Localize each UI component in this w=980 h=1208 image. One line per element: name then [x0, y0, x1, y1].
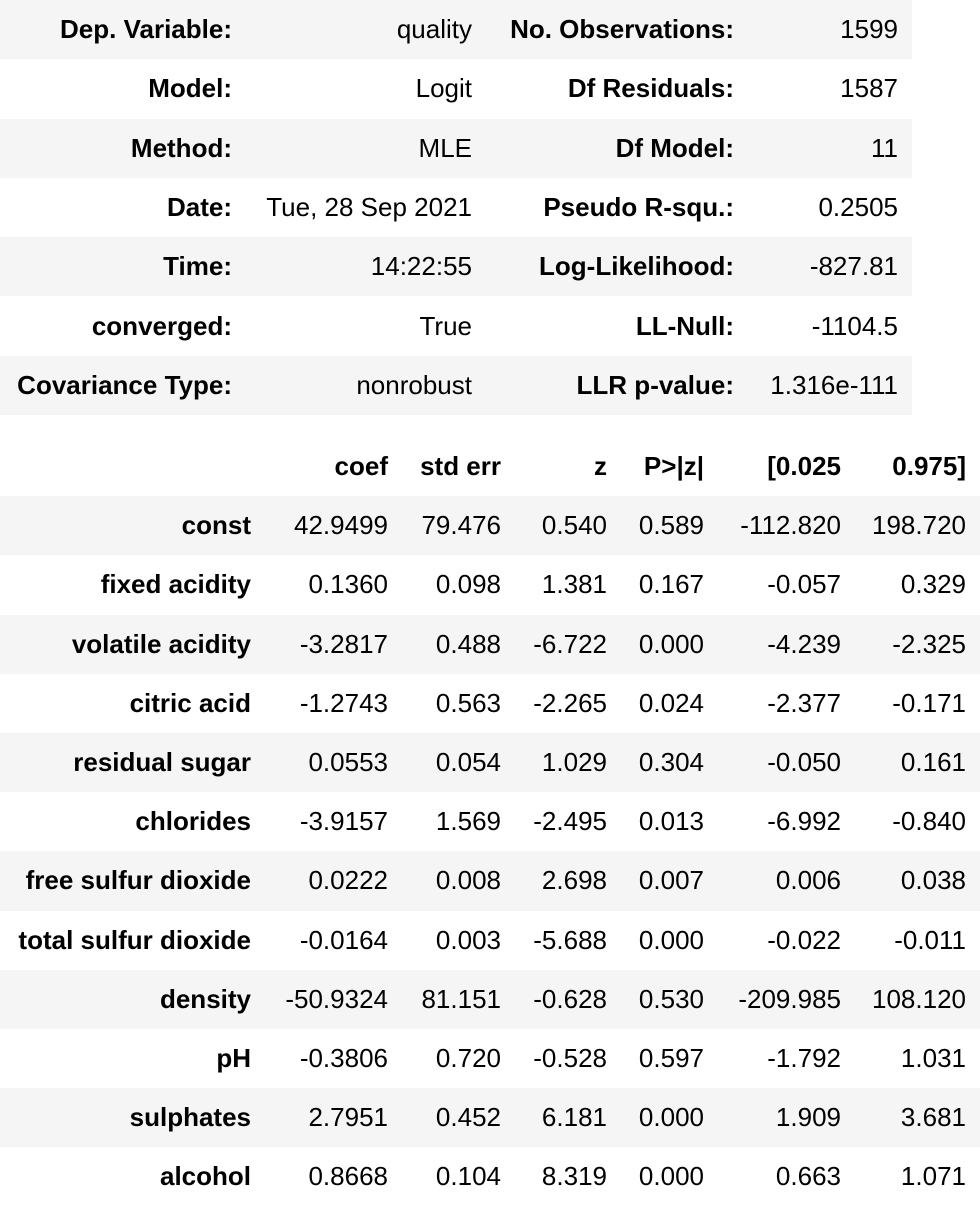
variable-name: citric acid: [129, 687, 251, 718]
coef-value: -3.2817: [264, 615, 400, 674]
table-row: [0, 970, 980, 1029]
coefficient-header-row: [0, 437, 980, 496]
table-row: [0, 1147, 980, 1206]
ci-lower-value: -0.050: [716, 733, 853, 792]
p-value: 0.597: [638, 1042, 704, 1073]
p-value: 0.589: [619, 496, 716, 555]
summary-label: Df Residuals:: [567, 73, 734, 104]
z-value: 0.540: [513, 496, 619, 555]
table-row: [0, 555, 980, 614]
std-err-value: 81.151: [400, 970, 513, 1029]
std-err-value: 0.003: [435, 924, 501, 955]
summary-label: Pseudo R-squ.:: [543, 192, 734, 223]
table-row: [0, 733, 980, 792]
table-row: [0, 615, 980, 674]
summary-value: -827.81: [748, 237, 912, 296]
summary-value: quality: [246, 0, 486, 59]
column-header-std-err: std err: [420, 451, 501, 482]
summary-value: 14:22:55: [246, 237, 486, 296]
variable-name: chlorides: [135, 806, 251, 837]
summary-label: Covariance Type:: [0, 356, 246, 415]
ci-upper-value: 1.071: [900, 1161, 966, 1192]
std-err-value: 0.563: [435, 687, 501, 718]
variable-name: density: [0, 970, 264, 1029]
z-value: 1.381: [541, 569, 607, 600]
ci-upper-value: 1.031: [900, 1042, 966, 1073]
ci-upper-value: 0.161: [853, 733, 980, 792]
z-value: 2.698: [513, 851, 619, 910]
table-row: [0, 496, 980, 555]
coef-value: 0.1360: [308, 569, 388, 600]
summary-row: [0, 356, 912, 415]
p-value: 0.530: [619, 970, 716, 1029]
variable-name: total sulfur dioxide: [18, 924, 251, 955]
ci-upper-value: 0.329: [900, 569, 966, 600]
ci-upper-value: -0.840: [892, 806, 966, 837]
summary-row: [0, 296, 912, 355]
ci-upper-value: -2.325: [853, 615, 980, 674]
coef-value: -1.2743: [299, 687, 388, 718]
std-err-value: 0.720: [435, 1042, 501, 1073]
p-value: 0.000: [638, 1161, 704, 1192]
variable-name: residual sugar: [0, 733, 264, 792]
summary-value: -1104.5: [811, 310, 898, 341]
p-value: 0.167: [638, 569, 704, 600]
summary-value: MLE: [246, 119, 486, 178]
coef-value: 0.0553: [264, 733, 400, 792]
summary-label: Time:: [0, 237, 246, 296]
ci-upper-value: 0.038: [853, 851, 980, 910]
p-value: 0.000: [619, 615, 716, 674]
summary-value: 1.316e-111: [748, 356, 912, 415]
coef-value: 42.9499: [264, 496, 400, 555]
table-row: [0, 851, 980, 910]
ci-upper-value: -0.171: [892, 687, 966, 718]
std-err-value: 79.476: [400, 496, 513, 555]
coef-value: -50.9324: [264, 970, 400, 1029]
summary-label: Method:: [0, 119, 246, 178]
summary-value: True: [419, 310, 472, 341]
ci-lower-value: -112.820: [716, 496, 853, 555]
summary-value: 1599: [748, 0, 912, 59]
column-header-ci-lower: [0.025: [767, 451, 841, 482]
summary-label: Log-Likelihood:: [486, 237, 748, 296]
summary-value: nonrobust: [246, 356, 486, 415]
ci-upper-value: -0.011: [894, 924, 966, 955]
variable-name: fixed acidity: [100, 569, 251, 600]
ci-lower-value: -4.239: [716, 615, 853, 674]
z-value: 8.319: [541, 1161, 607, 1192]
table-row: [0, 911, 980, 970]
coef-value: -0.3806: [299, 1042, 388, 1073]
summary-label: Model:: [148, 73, 232, 104]
coef-value: 0.8668: [308, 1161, 388, 1192]
z-value: -2.495: [533, 806, 607, 837]
summary-label: No. Observations:: [486, 0, 748, 59]
p-value: 0.007: [619, 851, 716, 910]
summary-label: converged:: [91, 310, 232, 341]
coef-value: 0.0222: [264, 851, 400, 910]
z-value: -0.628: [513, 970, 619, 1029]
z-value: -0.528: [533, 1042, 607, 1073]
summary-value: 0.2505: [818, 192, 898, 223]
p-value: 0.013: [638, 806, 704, 837]
std-err-value: 1.569: [435, 806, 501, 837]
z-value: 6.181: [513, 1088, 619, 1147]
column-header-z: z: [594, 451, 607, 482]
ci-lower-value: 0.663: [775, 1161, 841, 1192]
std-err-value: 0.104: [435, 1161, 501, 1192]
table-row: [0, 1029, 980, 1088]
summary-value: Logit: [415, 73, 472, 104]
summary-label: Df Model:: [486, 119, 748, 178]
variable-name: volatile acidity: [0, 615, 264, 674]
summary-label: Date:: [166, 192, 232, 223]
z-value: -6.722: [513, 615, 619, 674]
variable-name: sulphates: [0, 1088, 264, 1147]
variable-name: alcohol: [159, 1161, 251, 1192]
summary-row: [0, 59, 912, 118]
model-summary-table: [0, 0, 912, 415]
column-header-variable: [0, 437, 264, 496]
summary-row: [0, 237, 912, 296]
summary-row: [0, 178, 912, 237]
z-value: -5.688: [533, 924, 607, 955]
table-row: [0, 792, 980, 851]
z-value: -2.265: [533, 687, 607, 718]
std-err-value: 0.098: [435, 569, 501, 600]
coef-value: -3.9157: [299, 806, 388, 837]
coef-value: -0.0164: [299, 924, 388, 955]
ci-upper-value: 198.720: [853, 496, 980, 555]
ci-lower-value: -209.985: [716, 970, 853, 1029]
p-value: 0.000: [619, 1088, 716, 1147]
summary-value: 1587: [840, 73, 898, 104]
ci-lower-value: -6.992: [767, 806, 841, 837]
ci-upper-value: 108.120: [853, 970, 980, 1029]
ci-lower-value: 0.006: [716, 851, 853, 910]
ci-lower-value: -0.057: [767, 569, 841, 600]
z-value: 1.029: [513, 733, 619, 792]
summary-row: [0, 119, 912, 178]
p-value: 0.304: [619, 733, 716, 792]
summary-value: Tue, 28 Sep 2021: [266, 192, 472, 223]
ci-lower-value: -2.377: [767, 687, 841, 718]
ci-lower-value: -0.022: [767, 924, 841, 955]
summary-label: LLR p-value:: [486, 356, 748, 415]
column-header-ci-upper: 0.975]: [892, 451, 966, 482]
std-err-value: 0.008: [400, 851, 513, 910]
summary-value: 11: [748, 119, 912, 178]
ci-upper-value: 3.681: [853, 1088, 980, 1147]
coef-value: 2.7951: [264, 1088, 400, 1147]
summary-row: [0, 0, 912, 59]
column-header-coef: coef: [334, 451, 388, 482]
ci-lower-value: -1.792: [767, 1042, 841, 1073]
p-value: 0.000: [638, 924, 704, 955]
table-row: [0, 1088, 980, 1147]
std-err-value: 0.488: [400, 615, 513, 674]
ci-lower-value: 1.909: [716, 1088, 853, 1147]
variable-name: pH: [216, 1042, 251, 1073]
summary-label: LL-Null:: [635, 310, 734, 341]
table-row: [0, 674, 980, 733]
std-err-value: 0.452: [400, 1088, 513, 1147]
coefficient-table: [0, 437, 980, 1206]
summary-label: Dep. Variable:: [0, 0, 246, 59]
variable-name: const: [0, 496, 264, 555]
column-header-p-value: P>|z|: [643, 451, 704, 482]
variable-name: free sulfur dioxide: [0, 851, 264, 910]
std-err-value: 0.054: [400, 733, 513, 792]
p-value: 0.024: [638, 687, 704, 718]
